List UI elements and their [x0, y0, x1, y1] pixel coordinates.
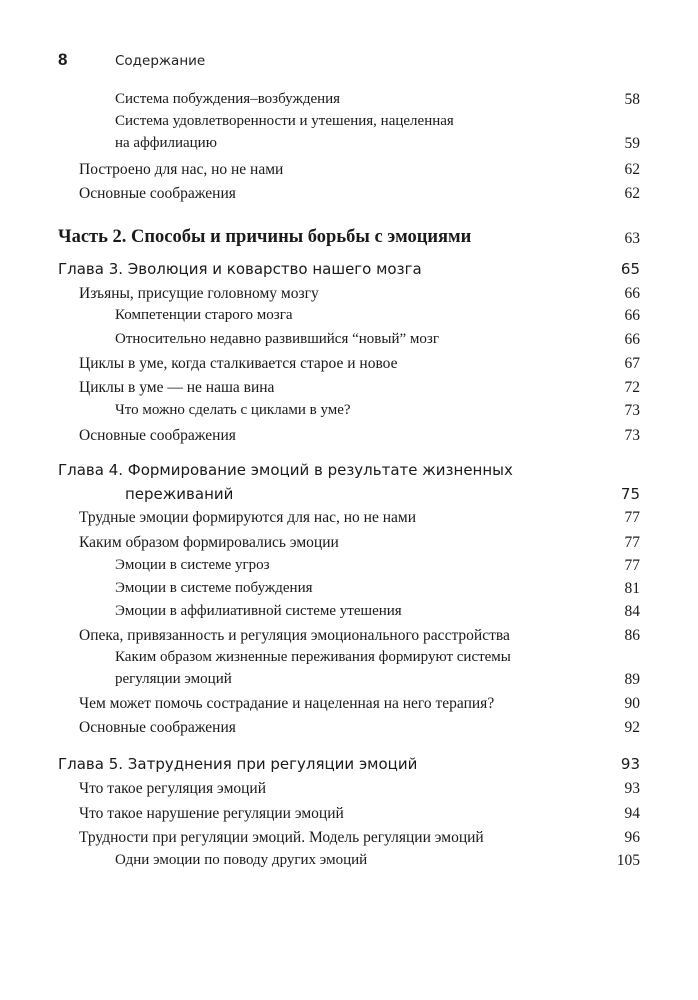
toc-entry-title: Компетенции старого мозга [115, 307, 293, 323]
toc-section [0, 534, 698, 558]
toc-entry-title: регуляции эмоций [115, 671, 232, 687]
toc-entry-title: Одни эмоции по поводу других эмоций [115, 852, 368, 868]
toc-entry-page: 63 [624, 230, 640, 247]
toc-subsection [0, 671, 698, 695]
toc-entry-title: Эмоции в аффилиативной системе утешения [115, 603, 402, 619]
page-header [58, 50, 640, 74]
toc-entry-page: 105 [616, 852, 640, 869]
toc-entry-page: 92 [624, 719, 640, 736]
toc-entry-page: 90 [624, 695, 640, 712]
toc-subsection [0, 603, 698, 627]
toc-subsection [0, 580, 698, 604]
toc-section [0, 161, 698, 185]
toc-entry-title: Построено для нас, но не нами [79, 161, 284, 178]
toc-entry-title: Опека, привязанность и регуляция эмоционального расстройства [79, 627, 510, 644]
toc-entry-title: Что можно сделать с циклами в уме? [115, 402, 351, 418]
toc-entry-title: Часть 2. Способы и причины борьбы с эмоциями [58, 227, 472, 247]
toc-entry-page: 72 [624, 379, 640, 396]
toc-entry-page: 81 [624, 580, 640, 597]
toc-entry-title: Что такое регуляция эмоций [79, 780, 267, 797]
toc-subsection [0, 307, 698, 331]
toc-entry-page: 89 [624, 671, 640, 688]
running-title: Содержание [115, 53, 206, 69]
toc-entry-title: Система удовлетворенности и утешения, нацеленная [115, 113, 454, 129]
toc-entry-title: Каким образом жизненные переживания формируют системы [115, 649, 511, 665]
toc-section [0, 427, 698, 451]
toc-section [0, 509, 698, 533]
toc-section [0, 695, 698, 719]
toc-entry-page: 84 [624, 603, 640, 620]
toc-entry-title: Основные соображения [79, 185, 236, 202]
toc-subsection [0, 91, 698, 115]
toc-entry-page: 62 [624, 161, 640, 178]
toc-entry-title: Система побуждения–возбуждения [115, 91, 341, 107]
toc-entry-page: 93 [620, 755, 640, 773]
toc-part-heading [0, 227, 698, 251]
toc-entry-title: Эмоции в системе угроз [115, 557, 270, 573]
toc-entry-page: 94 [624, 805, 640, 822]
toc-entry-title: Трудности при регуляции эмоций. Модель регуляции эмоций [79, 829, 484, 846]
toc-entry-title: Каким образом формировались эмоции [79, 534, 339, 551]
toc-subsection [0, 852, 698, 876]
toc-entry-page: 93 [624, 780, 640, 797]
toc-section [0, 780, 698, 804]
toc-section [0, 185, 698, 209]
toc-section [0, 627, 698, 651]
toc-section [0, 829, 698, 853]
toc-subsection [0, 113, 698, 137]
toc-entry-title: Глава 5. Затруднения при регуляции эмоций [58, 755, 418, 773]
toc-section [0, 805, 698, 829]
toc-section [0, 285, 698, 309]
toc-chapter [0, 485, 698, 509]
toc-entry-title: Циклы в уме — не наша вина [79, 379, 275, 396]
page-number: 8 [58, 50, 68, 69]
toc-entry-title: Основные соображения [79, 719, 236, 736]
toc-entry-page: 58 [624, 91, 640, 108]
toc-chapter [0, 461, 698, 485]
toc-entry-page: 73 [624, 427, 640, 444]
toc-section [0, 379, 698, 403]
toc-chapter [0, 260, 698, 284]
toc-entry-page: 65 [620, 260, 640, 278]
toc-entry-title: Эмоции в системе побуждения [115, 580, 313, 596]
toc-entry-page: 77 [624, 534, 640, 551]
toc-subsection [0, 557, 698, 581]
toc-entry-page: 62 [624, 185, 640, 202]
toc-entry-title: Основные соображения [79, 427, 236, 444]
toc-entry-page: 66 [624, 285, 640, 302]
toc-entry-title: Глава 3. Эволюция и коварство нашего мозга [58, 260, 422, 278]
toc-entry-title: Глава 4. Формирование эмоций в результате жизненных [58, 461, 513, 479]
toc-section [0, 719, 698, 743]
toc-subsection [0, 135, 698, 159]
toc-subsection [0, 649, 698, 673]
toc-entry-page: 96 [624, 829, 640, 846]
toc-entry-page: 86 [624, 627, 640, 644]
toc-entry-page: 66 [624, 307, 640, 324]
toc-subsection [0, 331, 698, 355]
toc-subsection [0, 402, 698, 426]
toc-chapter [0, 755, 698, 779]
toc-entry-page: 66 [624, 331, 640, 348]
toc-entry-title: Трудные эмоции формируются для нас, но не нами [79, 509, 416, 526]
toc-entry-title: Циклы в уме, когда сталкивается старое и новое [79, 355, 398, 372]
toc-entry-title: на аффилиацию [115, 135, 217, 151]
toc-entry-title: Изъяны, присущие головному мозгу [79, 285, 319, 302]
toc-section [0, 355, 698, 379]
toc-entry-title: Чем может помочь сострадание и нацеленная на него терапия? [79, 695, 495, 712]
toc-entry-page: 77 [624, 509, 640, 526]
toc-entry-page: 77 [624, 557, 640, 574]
toc-entry-title: Что такое нарушение регуляции эмоций [79, 805, 344, 822]
toc-entry-page: 73 [624, 402, 640, 419]
toc-entry-page: 75 [620, 485, 640, 503]
toc-entry-title: переживаний [125, 485, 234, 503]
toc-entry-page: 67 [624, 355, 640, 372]
toc-entry-page: 59 [624, 135, 640, 152]
toc-entry-title: Относительно недавно развившийся “новый” мозг [115, 331, 439, 347]
